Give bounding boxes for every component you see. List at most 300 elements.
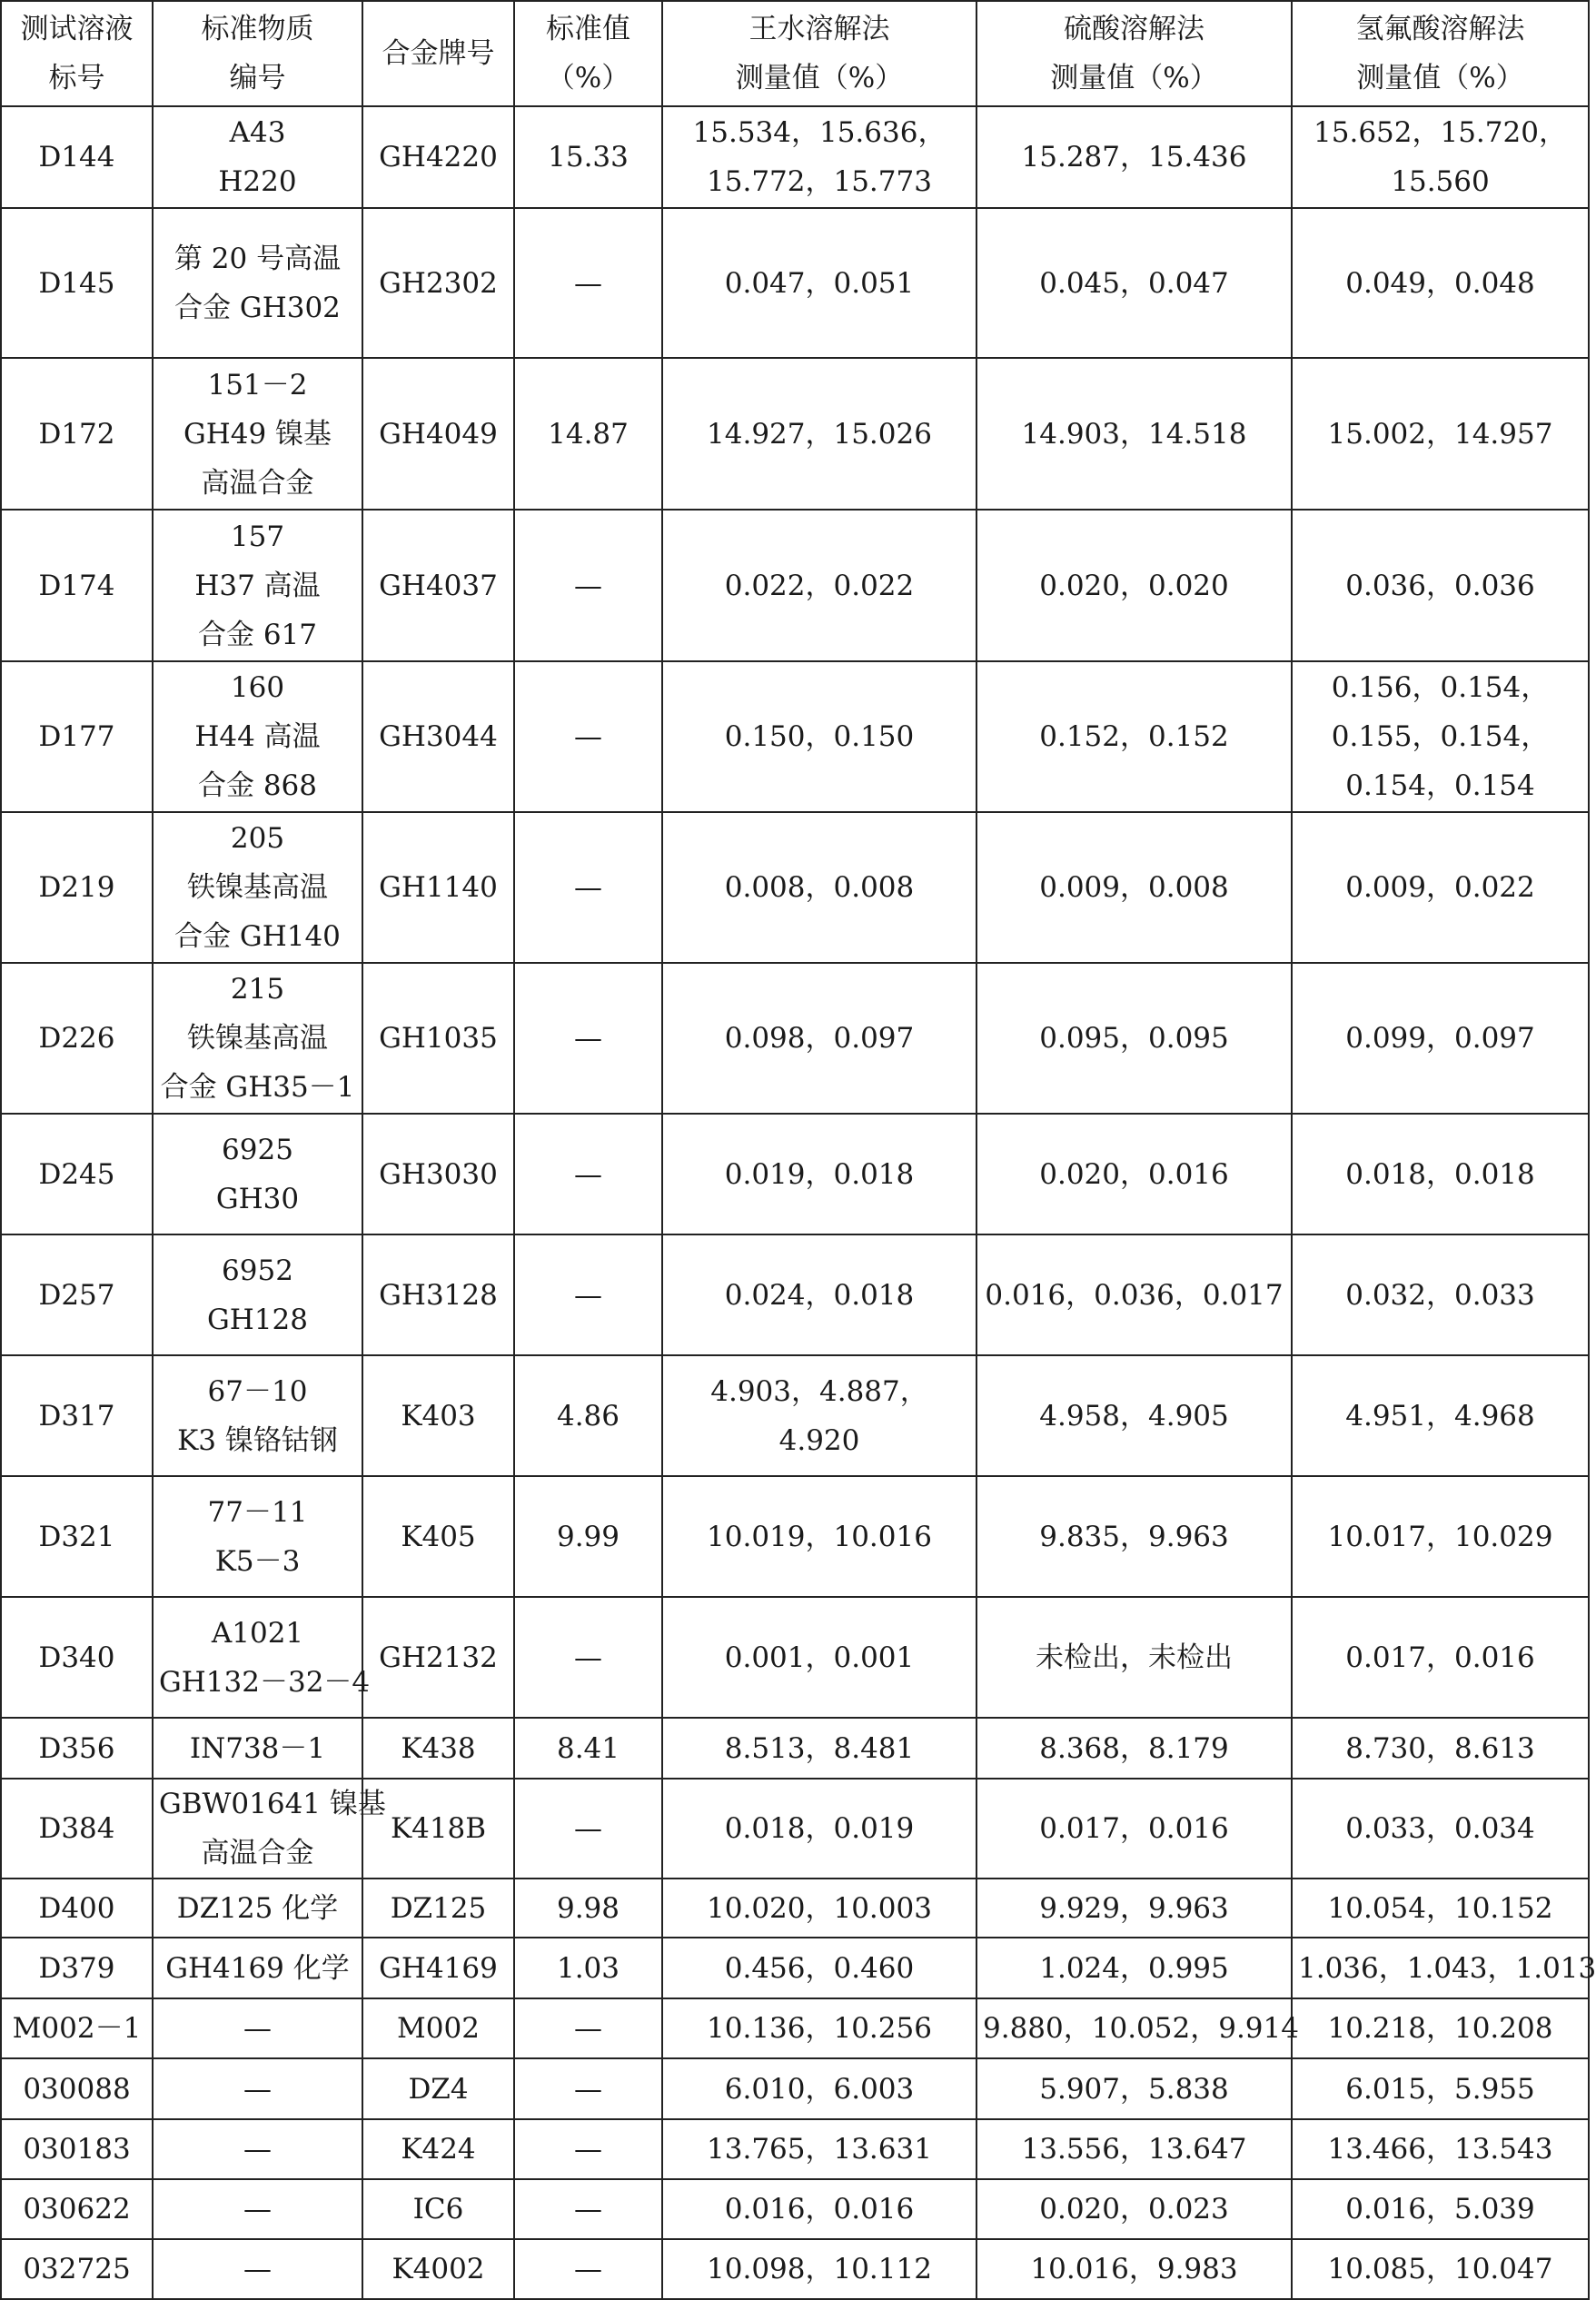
cell-text-line: 030622: [23, 2193, 131, 2226]
cell-text-line: —: [243, 2133, 272, 2166]
cell-sulfuric-acid-result: [976, 106, 1292, 208]
cell-sulfuric-acid-result: [976, 358, 1292, 510]
cell-text-line: GH3044: [379, 720, 498, 753]
cell-text-line: 13.466，13.543: [1327, 2133, 1553, 2166]
cell-hydrofluoric-acid-result: [1292, 1114, 1589, 1234]
cell-aqua-regia-result: [662, 661, 976, 812]
cell-text-line: 14.903，14.518: [1021, 417, 1247, 451]
cell-text-line: 测量值（%）: [1356, 62, 1524, 94]
cell-sulfuric-acid-result: [976, 1938, 1292, 1998]
cell-hydrofluoric-acid-result: [1292, 2119, 1589, 2179]
cell-text-line: 0.032，0.033: [1345, 1278, 1535, 1312]
cell-alloy-grade: [362, 1114, 514, 1234]
cell-text-line: A1021: [211, 1616, 304, 1650]
cell-text-line: —: [574, 1278, 602, 1312]
cell-alloy-grade: [362, 1234, 514, 1355]
column-header-sulfuric-acid-result: [976, 1, 1292, 106]
cell-text-line: DZ4: [408, 2072, 469, 2106]
cell-reference-material: [153, 1476, 362, 1597]
cell-aqua-regia-result: [662, 208, 976, 358]
cell-text-line: —: [574, 871, 602, 904]
cell-text-line: GH1140: [379, 871, 498, 904]
cell-text-line: 10.136，10.256: [707, 2012, 932, 2045]
cell-text-line: D172: [38, 417, 115, 451]
cell-solution-id: [1, 2119, 153, 2179]
cell-hydrofluoric-acid-result: [1292, 106, 1589, 208]
cell-aqua-regia-result: [662, 1998, 976, 2058]
cell-text-line: GH3030: [379, 1157, 498, 1191]
cell-solution-id: [1, 1718, 153, 1779]
cell-alloy-grade: [362, 812, 514, 963]
table-row: [1, 510, 1589, 661]
cell-text-line: 合金牌号: [382, 37, 495, 70]
cell-sulfuric-acid-result: [976, 1355, 1292, 1476]
cell-hydrofluoric-acid-result: [1292, 1998, 1589, 2058]
cell-alloy-grade: [362, 2058, 514, 2119]
cell-standard-value: [514, 2058, 662, 2119]
table-row: [1, 1718, 1589, 1779]
cell-text-line: 4.958，4.905: [1039, 1399, 1229, 1433]
cell-alloy-grade: [362, 106, 514, 208]
cell-alloy-grade: [362, 358, 514, 510]
cell-text-line: 编号: [229, 62, 286, 94]
cell-text-line: 合金 GH140: [174, 920, 341, 953]
cell-hydrofluoric-acid-result: [1292, 1234, 1589, 1355]
cell-text-line: 1.036，1.043，1.013: [1298, 1951, 1596, 1985]
cell-text-line: H220: [218, 165, 297, 198]
cell-text-line: IC6: [412, 2193, 464, 2226]
cell-text-line: —: [574, 1812, 602, 1845]
column-header-standard-value: [514, 1, 662, 106]
cell-text-line: 氢氟酸溶解法: [1355, 13, 1525, 45]
column-header-alloy-grade: [362, 1, 514, 106]
cell-text-line: —: [243, 2012, 272, 2045]
cell-text-line: 032725: [23, 2253, 131, 2285]
cell-text-line: —: [574, 2193, 602, 2226]
cell-standard-value: [514, 661, 662, 812]
cell-text-line: GH2132: [379, 1641, 498, 1674]
cell-text-line: DZ125: [390, 1891, 487, 1925]
cell-text-line: 标准值: [546, 13, 630, 45]
table-body: [1, 106, 1596, 2299]
cell-text-line: K438: [401, 1731, 476, 1765]
cell-text-line: D245: [38, 1157, 115, 1191]
cell-solution-id: [1, 1779, 153, 1879]
cell-standard-value: [514, 2179, 662, 2239]
cell-text-line: IN738－1: [189, 1731, 326, 1765]
cell-text-line: 10.085，10.047: [1327, 2253, 1553, 2285]
cell-text-line: —: [574, 1157, 602, 1191]
cell-aqua-regia-result: [662, 1779, 976, 1879]
cell-text-line: 标准物质: [201, 13, 314, 45]
cell-hydrofluoric-acid-result: [1292, 1355, 1589, 1476]
cell-text-line: K5－3: [214, 1544, 301, 1578]
cell-text-line: 测试溶液: [20, 13, 134, 45]
cell-text-line: —: [574, 266, 602, 300]
cell-text-line: 0.156，0.154，: [1331, 671, 1550, 704]
cell-text-line: 0.001，0.001: [724, 1641, 915, 1674]
cell-aqua-regia-result: [662, 1938, 976, 1998]
cell-text-line: GH1035: [379, 1022, 498, 1055]
cell-text-line: 67－10: [207, 1374, 308, 1408]
cell-text-line: DZ125 化学: [176, 1891, 339, 1925]
cell-text-line: 4.951，4.968: [1345, 1399, 1535, 1433]
cell-text-line: 铁镍基高温: [187, 1022, 328, 1055]
cell-sulfuric-acid-result: [976, 1597, 1292, 1718]
cell-sulfuric-acid-result: [976, 1114, 1292, 1234]
cell-text-line: —: [574, 2133, 602, 2166]
cell-hydrofluoric-acid-result: [1292, 1597, 1589, 1718]
cell-text-line: 高温合金: [201, 1837, 314, 1869]
cell-standard-value: [514, 1355, 662, 1476]
cell-hydrofluoric-acid-result: [1292, 812, 1589, 963]
cell-solution-id: [1, 1234, 153, 1355]
cell-text-line: 10.017，10.029: [1327, 1520, 1553, 1553]
cell-text-line: 未检出，未检出: [1036, 1641, 1233, 1674]
cell-text-line: K4002: [392, 2253, 485, 2285]
cell-text-line: —: [574, 1022, 602, 1055]
cell-hydrofluoric-acid-result: [1292, 1779, 1589, 1879]
cell-standard-value: [514, 1938, 662, 1998]
cell-sulfuric-acid-result: [976, 812, 1292, 963]
cell-text-line: 4.86: [556, 1399, 620, 1433]
cell-alloy-grade: [362, 510, 514, 661]
cell-text-line: —: [574, 569, 602, 602]
cell-aqua-regia-result: [662, 106, 976, 208]
cell-reference-material: [153, 1234, 362, 1355]
cell-sulfuric-acid-result: [976, 510, 1292, 661]
cell-reference-material: [153, 1879, 362, 1938]
cell-aqua-regia-result: [662, 2179, 976, 2239]
cell-text-line: 14.927，15.026: [707, 417, 932, 451]
cell-text-line: GH30: [215, 1182, 300, 1215]
cell-solution-id: [1, 2239, 153, 2299]
cell-text-line: D144: [38, 141, 115, 173]
cell-text-line: 0.019，0.018: [724, 1157, 915, 1191]
cell-text-line: 0.009，0.008: [1039, 871, 1229, 904]
cell-alloy-grade: [362, 1355, 514, 1476]
cell-text-line: K424: [401, 2133, 476, 2166]
cell-text-line: GH4169: [379, 1951, 498, 1985]
cell-text-line: 77－11: [207, 1495, 308, 1529]
cell-aqua-regia-result: [662, 812, 976, 963]
cell-text-line: 0.150，0.150: [724, 720, 915, 753]
cell-solution-id: [1, 1938, 153, 1998]
cell-hydrofluoric-acid-result: [1292, 208, 1589, 358]
cell-text-line: K418B: [390, 1812, 487, 1845]
cell-text-line: 0.049，0.048: [1345, 266, 1535, 300]
cell-text-line: 0.022，0.022: [724, 569, 915, 602]
cell-solution-id: [1, 358, 153, 510]
cell-standard-value: [514, 1597, 662, 1718]
cell-solution-id: [1, 963, 153, 1114]
cell-solution-id: [1, 208, 153, 358]
cell-text-line: 0.098，0.097: [724, 1022, 915, 1055]
cell-standard-value: [514, 1779, 662, 1879]
cell-hydrofluoric-acid-result: [1292, 963, 1589, 1114]
table-row: [1, 1597, 1589, 1718]
cell-text-line: 测量值（%）: [1050, 62, 1218, 94]
column-header-aqua-regia-result: [662, 1, 976, 106]
cell-aqua-regia-result: [662, 2239, 976, 2299]
cell-text-line: —: [243, 2072, 272, 2106]
cell-text-line: 15.534，15.636，: [692, 116, 947, 149]
cell-hydrofluoric-acid-result: [1292, 1938, 1596, 1998]
cell-solution-id: [1, 2179, 153, 2239]
cell-text-line: 10.019，10.016: [707, 1520, 932, 1553]
cell-reference-material: [153, 812, 362, 963]
table-row: [1, 1476, 1589, 1597]
cell-text-line: —: [574, 2012, 602, 2045]
cell-text-line: GH4220: [379, 141, 498, 173]
table-header: [1, 1, 1589, 106]
cell-text-line: 6952: [222, 1254, 293, 1287]
cell-solution-id: [1, 106, 153, 208]
cell-solution-id: [1, 1114, 153, 1234]
cell-text-line: 0.155，0.154，: [1331, 720, 1550, 753]
cell-text-line: D384: [38, 1812, 115, 1845]
cell-reference-material: [153, 1779, 386, 1879]
cell-alloy-grade: [362, 1476, 514, 1597]
cell-sulfuric-acid-result: [976, 2058, 1292, 2119]
cell-text-line: D340: [38, 1641, 115, 1674]
cell-alloy-grade: [362, 1998, 514, 2058]
cell-reference-material: [153, 1998, 362, 2058]
cell-standard-value: [514, 812, 662, 963]
cell-text-line: 10.016，9.983: [1030, 2253, 1238, 2285]
cell-text-line: 0.016，5.039: [1345, 2193, 1535, 2226]
cell-standard-value: [514, 1998, 662, 2058]
cell-text-line: 8.513，8.481: [724, 1731, 915, 1765]
cell-text-line: 8.730，8.613: [1345, 1731, 1535, 1765]
cell-text-line: 高温合金: [201, 466, 314, 500]
cell-text-line: 15.33: [548, 141, 629, 173]
cell-text-line: 15.652，15.720，: [1313, 116, 1567, 149]
cell-reference-material: [153, 358, 362, 510]
cell-text-line: 标号: [48, 62, 105, 94]
cell-text-line: 9.929，9.963: [1039, 1891, 1229, 1925]
cell-text-line: 合金 868: [197, 769, 318, 802]
cell-reference-material: [153, 1597, 371, 1718]
cell-text-line: 8.368，8.179: [1039, 1731, 1229, 1765]
cell-sulfuric-acid-result: [976, 963, 1292, 1114]
cell-solution-id: [1, 1597, 153, 1718]
cell-sulfuric-acid-result: [976, 1879, 1292, 1938]
cell-text-line: 215: [230, 973, 285, 1006]
cell-text-line: —: [574, 1641, 602, 1674]
cell-aqua-regia-result: [662, 1355, 976, 1476]
cell-reference-material: [153, 1355, 362, 1476]
cell-reference-material: [153, 1938, 362, 1998]
cell-solution-id: [1, 1879, 153, 1938]
cell-text-line: 0.099，0.097: [1345, 1022, 1535, 1055]
cell-hydrofluoric-acid-result: [1292, 1879, 1589, 1938]
cell-text-line: （%）: [546, 62, 630, 94]
cell-text-line: M002: [397, 2012, 480, 2045]
cell-text-line: 1.024，0.995: [1039, 1951, 1229, 1985]
cell-sulfuric-acid-result: [976, 2119, 1292, 2179]
cell-text-line: GH128: [207, 1303, 308, 1336]
cell-hydrofluoric-acid-result: [1292, 510, 1589, 661]
table-row: [1, 812, 1589, 963]
cell-text-line: 铁镍基高温: [187, 871, 328, 904]
table-row: [1, 661, 1589, 812]
cell-standard-value: [514, 1879, 662, 1938]
cell-reference-material: [153, 2119, 362, 2179]
cell-reference-material: [153, 2058, 362, 2119]
cell-hydrofluoric-acid-result: [1292, 1718, 1589, 1779]
cell-text-line: 0.047，0.051: [724, 266, 915, 300]
cell-text-line: 15.287，15.436: [1021, 141, 1247, 173]
table-row: [1, 1234, 1589, 1355]
cell-sulfuric-acid-result: [976, 1779, 1292, 1879]
cell-text-line: 合金 GH35－1: [160, 1071, 355, 1104]
cell-text-line: —: [243, 2193, 272, 2226]
cell-sulfuric-acid-result: [976, 661, 1292, 812]
cell-text-line: D226: [38, 1022, 115, 1055]
cell-text-line: 205: [230, 822, 285, 855]
table-row: [1, 963, 1589, 1114]
cell-sulfuric-acid-result: [976, 208, 1292, 358]
cell-hydrofluoric-acid-result: [1292, 1476, 1589, 1597]
cell-text-line: M002－1: [12, 2012, 142, 2045]
cell-hydrofluoric-acid-result: [1292, 2058, 1589, 2119]
cell-text-line: A43: [229, 116, 286, 149]
table-row: [1, 358, 1589, 510]
cell-standard-value: [514, 2119, 662, 2179]
cell-text-line: 10.020，10.003: [707, 1891, 932, 1925]
cell-solution-id: [1, 661, 153, 812]
cell-solution-id: [1, 2058, 153, 2119]
cell-text-line: 0.036，0.036: [1345, 569, 1535, 602]
cell-text-line: 4.903，4.887，: [710, 1374, 928, 1408]
cell-text-line: GH49 镍基: [183, 417, 332, 451]
cell-aqua-regia-result: [662, 963, 976, 1114]
table-row: [1, 2239, 1589, 2299]
table-row: [1, 2119, 1589, 2179]
cell-text-line: 15.560: [1391, 165, 1490, 198]
cell-standard-value: [514, 1114, 662, 1234]
cell-aqua-regia-result: [662, 2058, 976, 2119]
cell-text-line: 0.020，0.020: [1039, 569, 1229, 602]
cell-sulfuric-acid-result: [976, 2239, 1292, 2299]
cell-text-line: 6.015，5.955: [1345, 2072, 1535, 2106]
table-row: [1, 1938, 1589, 1998]
cell-reference-material: [153, 1114, 362, 1234]
cell-text-line: 9.880，10.052，9.914: [983, 2012, 1299, 2045]
cell-text-line: 8.41: [556, 1731, 620, 1765]
cell-text-line: GH132－32－4: [159, 1665, 371, 1699]
cell-text-line: GH4169 化学: [165, 1951, 350, 1985]
cell-standard-value: [514, 106, 662, 208]
cell-aqua-regia-result: [662, 358, 976, 510]
column-header-reference-material: [153, 1, 362, 106]
cell-reference-material: [153, 2179, 362, 2239]
cell-aqua-regia-result: [662, 1476, 976, 1597]
cell-text-line: 5.907，5.838: [1039, 2072, 1229, 2106]
cell-text-line: D317: [38, 1399, 115, 1433]
cell-solution-id: [1, 1476, 153, 1597]
cell-standard-value: [514, 1234, 662, 1355]
cell-text-line: 0.152，0.152: [1039, 720, 1229, 753]
cell-text-line: 1.03: [556, 1951, 620, 1985]
cell-text-line: 10.098，10.112: [707, 2253, 932, 2285]
cell-reference-material: [153, 510, 362, 661]
cell-standard-value: [514, 208, 662, 358]
cell-reference-material: [153, 208, 362, 358]
cell-text-line: 王水溶解法: [748, 13, 890, 45]
cell-text-line: —: [243, 2253, 272, 2285]
cell-standard-value: [514, 510, 662, 661]
cell-reference-material: [153, 661, 362, 812]
cell-standard-value: [514, 2239, 662, 2299]
cell-text-line: 硫酸溶解法: [1064, 13, 1204, 45]
cell-aqua-regia-result: [662, 2119, 976, 2179]
cell-text-line: H44 高温: [194, 720, 321, 753]
cell-aqua-regia-result: [662, 1234, 976, 1355]
cell-alloy-grade: [362, 1879, 514, 1938]
cell-text-line: GBW01641 镍基: [159, 1788, 386, 1820]
table-row: [1, 2179, 1589, 2239]
cell-text-line: 0.017，0.016: [1345, 1641, 1535, 1674]
table-row: [1, 1779, 1589, 1879]
cell-text-line: 0.017，0.016: [1039, 1812, 1229, 1845]
cell-text-line: 10.218，10.208: [1327, 2012, 1553, 2045]
cell-text-line: 6925: [222, 1133, 293, 1166]
cell-hydrofluoric-acid-result: [1292, 661, 1589, 812]
cell-text-line: 第 20 号高温: [173, 242, 342, 275]
cell-text-line: D356: [38, 1731, 115, 1765]
cell-text-line: 0.016，0.036，0.017: [985, 1278, 1284, 1312]
cell-hydrofluoric-acid-result: [1292, 358, 1589, 510]
cell-alloy-grade: [362, 2179, 514, 2239]
cell-alloy-grade: [362, 2239, 514, 2299]
cell-text-line: K403: [401, 1399, 476, 1433]
cell-text-line: K3 镍铬钴钢: [177, 1423, 338, 1457]
cell-aqua-regia-result: [662, 510, 976, 661]
cell-text-line: 0.020，0.023: [1039, 2193, 1229, 2226]
cell-text-line: 0.008，0.008: [724, 871, 915, 904]
cell-text-line: GH3128: [379, 1278, 498, 1312]
cell-text-line: 13.765，13.631: [707, 2133, 932, 2166]
cell-solution-id: [1, 1998, 153, 2058]
cell-alloy-grade: [362, 661, 514, 812]
cell-text-line: 0.456，0.460: [724, 1951, 915, 1985]
cell-reference-material: [153, 2239, 362, 2299]
cell-solution-id: [1, 510, 153, 661]
cell-text-line: D321: [38, 1520, 115, 1553]
cell-text-line: —: [574, 720, 602, 753]
cell-reference-material: [153, 963, 362, 1114]
table-row: [1, 1355, 1589, 1476]
cell-text-line: 10.054，10.152: [1327, 1891, 1553, 1925]
cell-text-line: D174: [38, 569, 115, 602]
cell-text-line: D400: [38, 1891, 115, 1925]
cell-text-line: GH4037: [379, 569, 498, 602]
cell-text-line: 14.87: [548, 417, 629, 451]
cell-sulfuric-acid-result: [976, 1998, 1299, 2058]
cell-text-line: GH4049: [379, 417, 498, 451]
cell-text-line: D379: [38, 1951, 115, 1985]
cell-alloy-grade: [362, 1718, 514, 1779]
cell-sulfuric-acid-result: [976, 1234, 1292, 1355]
cell-sulfuric-acid-result: [976, 1476, 1292, 1597]
cell-text-line: 9.99: [556, 1520, 620, 1553]
cell-text-line: 030183: [23, 2133, 131, 2166]
cell-text-line: 13.556，13.647: [1021, 2133, 1247, 2166]
cell-alloy-grade: [362, 963, 514, 1114]
header-row: [1, 1, 1589, 106]
